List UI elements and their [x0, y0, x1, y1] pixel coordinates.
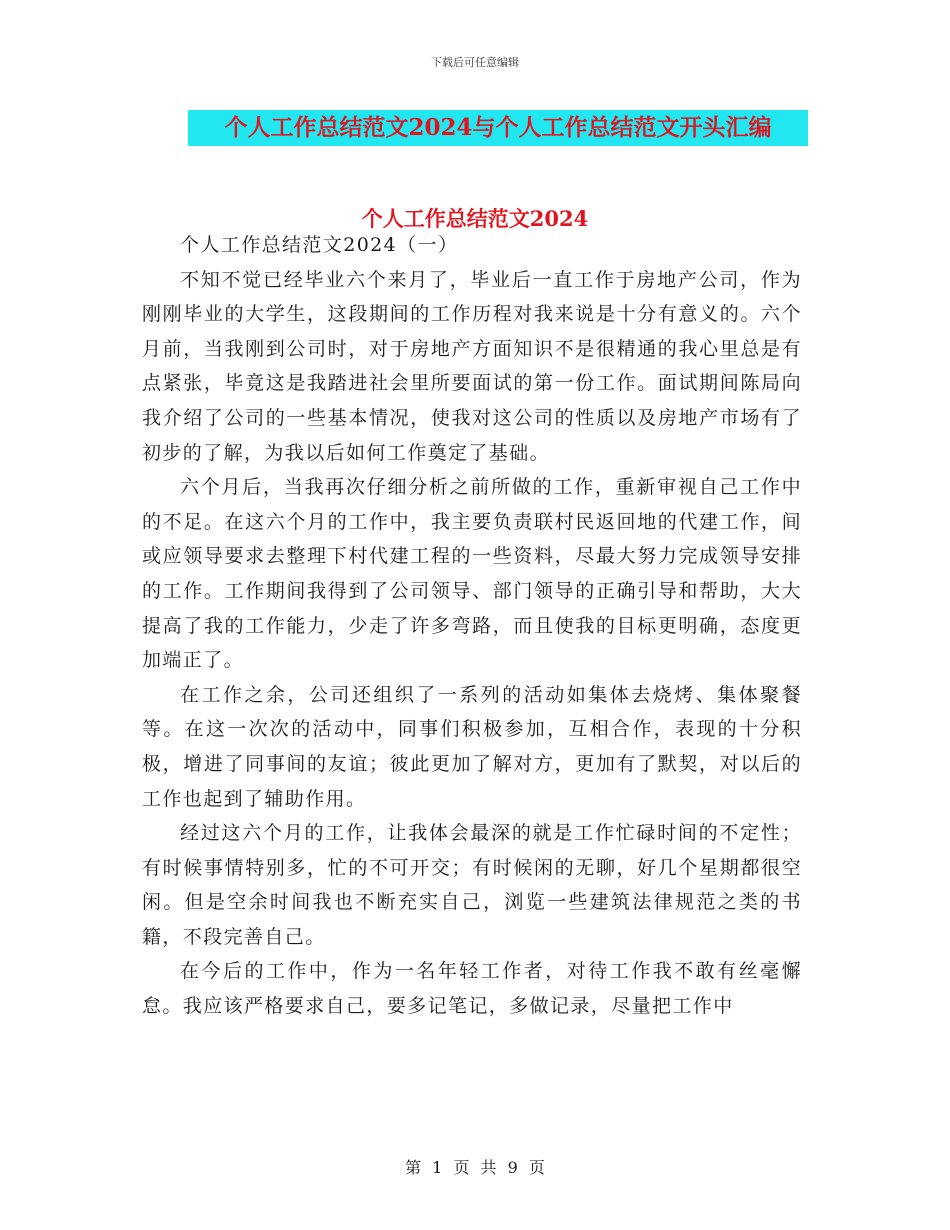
- paragraph: 不知不觉已经毕业六个来月了，毕业后一直工作于房地产公司，作为刚刚毕业的大学生，这段期间的工作历程对我来说是十分有意义的。六个月前，当我刚到公司时，对于房地产方面知识不是很精通的我心里总是有点紧张，毕竟这是我踏进社会里所要面试的第一份工作。面试期间陈局向我介绍了公司的一些基本情况，使我对这公司的性质以及房地产市场有了初步的了解，为我以后如何工作奠定了基础。: [142, 268, 802, 464]
- page-number-footer: 第 1 页 共 9 页: [405, 1158, 545, 1177]
- page-header-note: 下载后可任意编辑: [431, 56, 519, 69]
- document-body: [142, 228, 802, 1024]
- paragraph-heading: 个人工作总结范文2024（一）: [180, 234, 459, 256]
- paragraph: 在工作之余，公司还组织了一系列的活动如集体去烧烤、集体聚餐等。在这一次次的活动中，同事们积极参加，互相合作，表现的十分积极，增进了同事间的友谊；彼此更加了解对方，更加有了默契，对以后的工作也起到了辅助作用。: [142, 683, 802, 810]
- document-main-title: 个人工作总结范文2024与个人工作总结范文开头汇编: [224, 114, 772, 141]
- paragraph: 六个月后，当我再次仔细分析之前所做的工作，重新审视自己工作中的不足。在这六个月的工作中，我主要负责联村民返回地的代建工作，间或应领导要求去整理下村代建工程的一些资料，尽最大努力完成领导安排的工作。工作期间我得到了公司领导、部门领导的正确引导和帮助，大大提高了我的工作能力，少走了许多弯路，而且使我的目标更明确，态度更加端正了。: [142, 476, 802, 672]
- section-title: 个人工作总结范文2024: [361, 206, 589, 231]
- paragraph: 在今后的工作中，作为一名年轻工作者，对待工作我不敢有丝毫懈怠。我应该严格要求自己，要多记笔记，多做记录，尽量把工作中: [142, 960, 802, 1018]
- paragraph: 经过这六个月的工作，让我体会最深的就是工作忙碌时间的不定性；有时候事情特别多，忙的不可开交；有时候闲的无聊，好几个星期都很空闲。但是空余时间我也不断充实自己，浏览一些建筑法律规范之类的书籍，不段完善自己。: [142, 822, 802, 948]
- title-highlight: [188, 110, 808, 146]
